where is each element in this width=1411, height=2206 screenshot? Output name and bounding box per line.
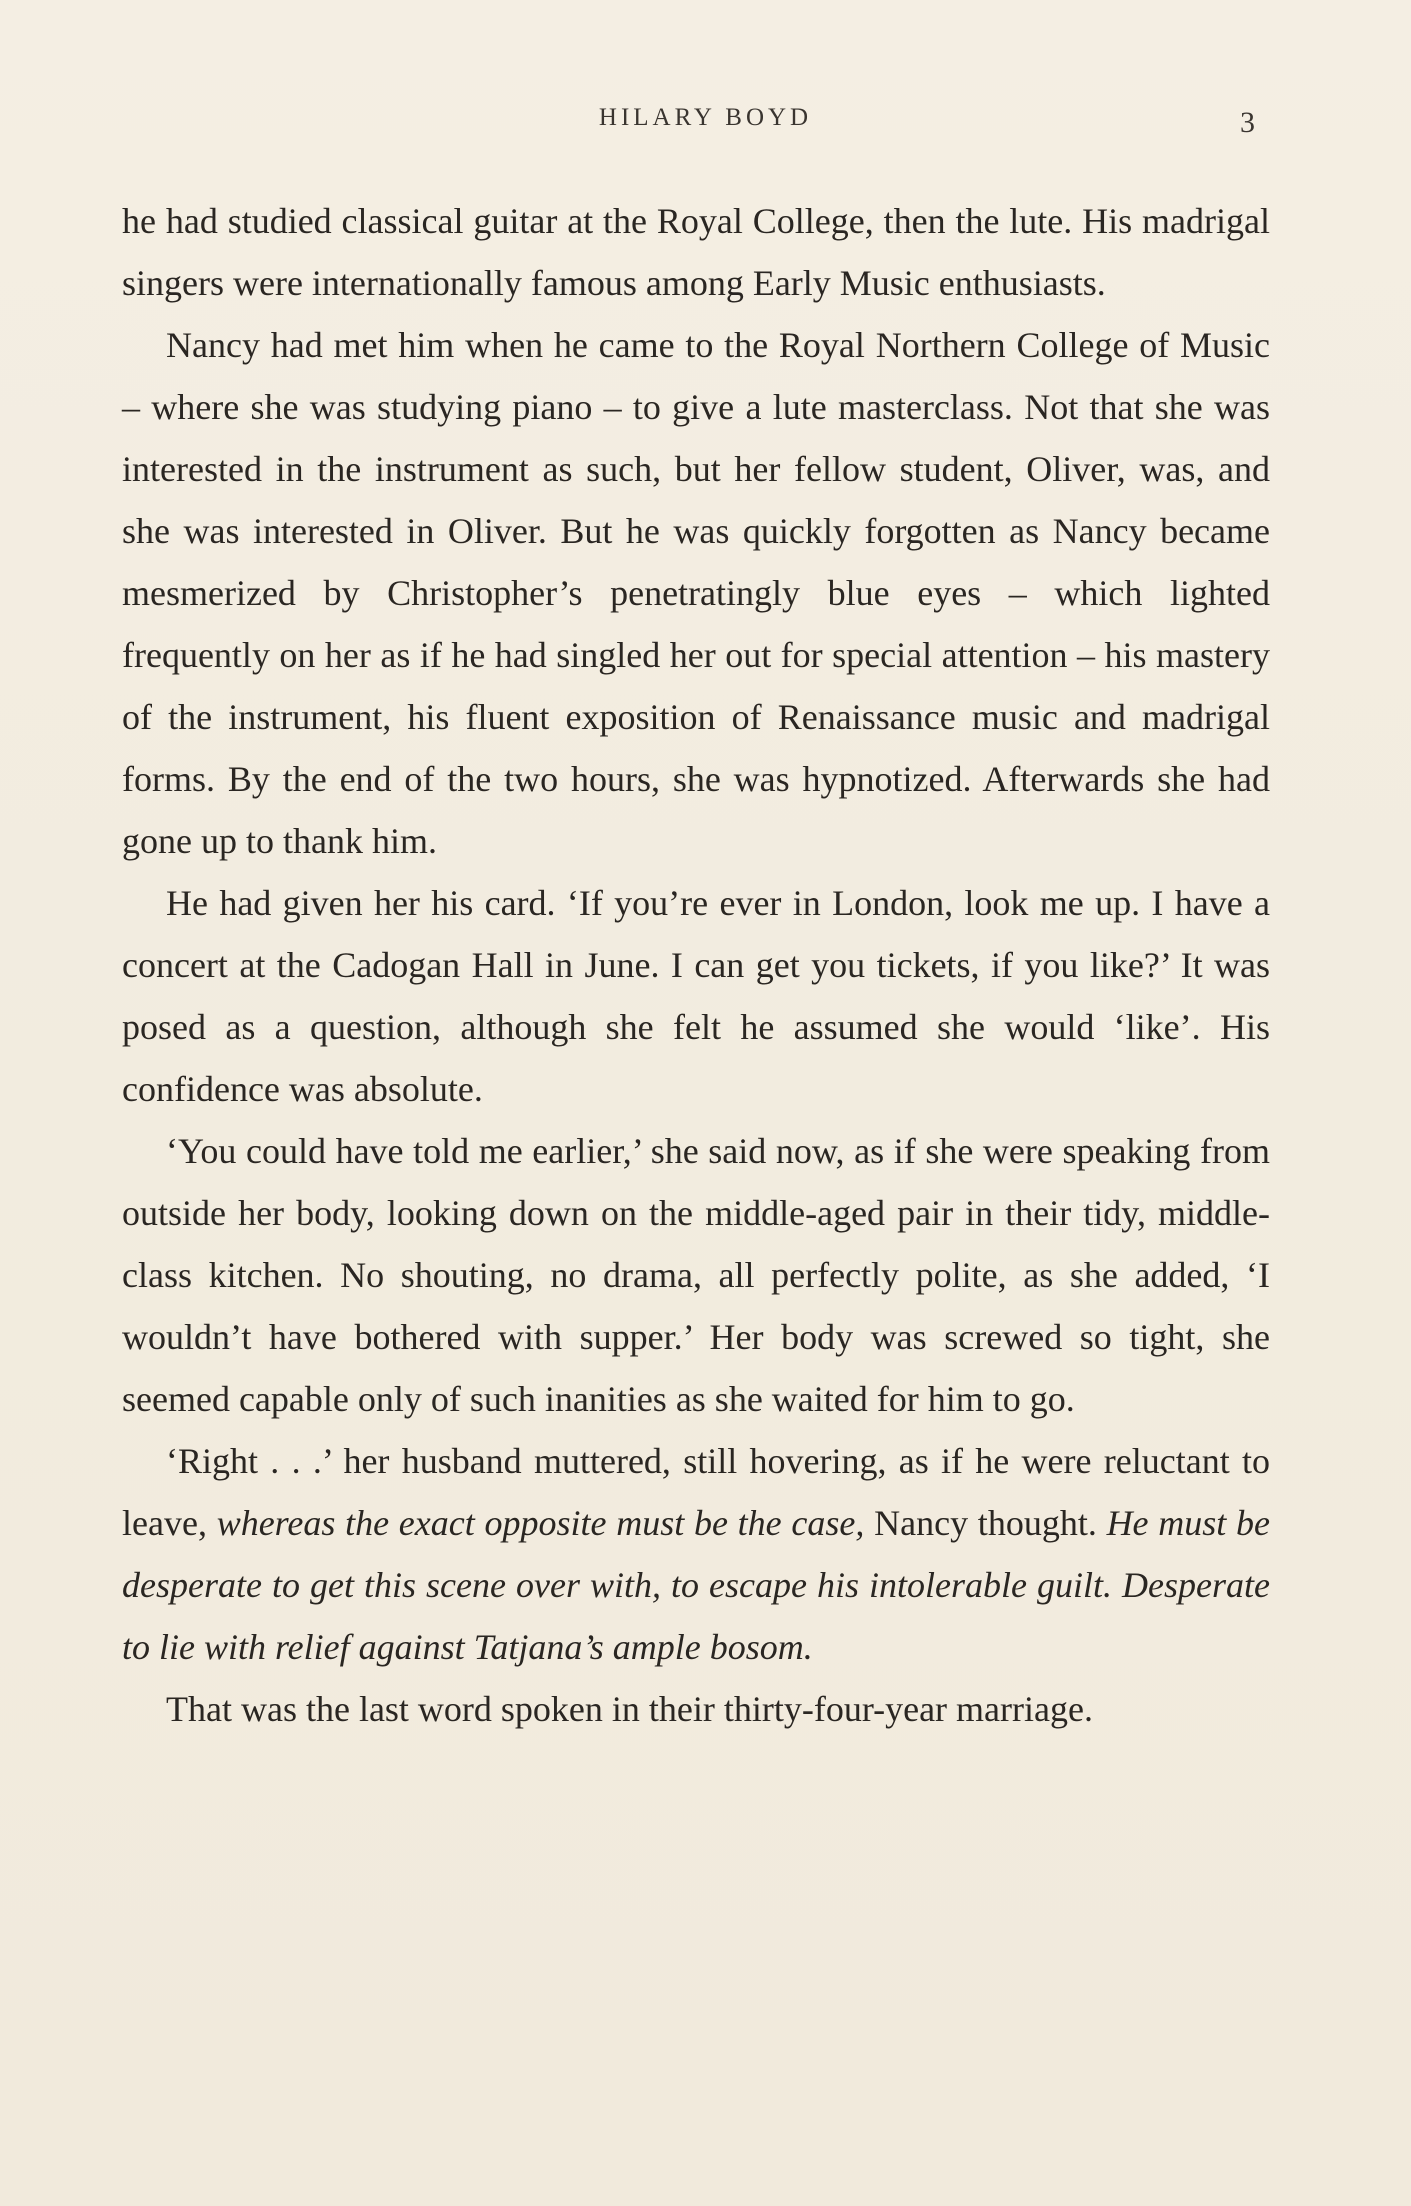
- text-run: ‘Right . . .’ her husband muttered, still hovering, as if he were reluctant to leave,: [122, 1441, 1270, 1543]
- page-number: 3: [1240, 106, 1255, 139]
- text-run: Nancy thought.: [864, 1503, 1107, 1543]
- italic-text: whereas the exact opposite must be the case,: [216, 1503, 865, 1543]
- paragraph: He had given her his card. ‘If you’re ever in London, look me up. I have a concert at the Cadogan Hall in June. I can get you tickets, if you like?’ It was posed as a question, although she felt he assumed she would ‘like’. His confidence was absolute.: [122, 883, 1270, 1109]
- paragraph: That was the last word spoken in their thirty-four-year marriage.: [166, 1689, 1093, 1729]
- paragraph: he had studied classical guitar at the Royal College, then the lute. His madrigal singers were internationally famous among Early Music enthusiasts.: [122, 201, 1270, 303]
- author-name: HILARY BOYD: [598, 104, 813, 131]
- paragraph: [122, 1430, 1270, 1678]
- running-head: [0, 104, 1411, 144]
- italic-text: He must be desperate to get this scene over with, to escape his intolerable guilt. Desperate to lie with relief against Tatjana’s ample bosom.: [122, 1503, 1271, 1667]
- paragraph: Nancy had met him when he came to the Royal Northern College of Music – where she was studying piano – to give a lute masterclass. Not that she was interested in the instrument as such, but her fellow student, Oliver, was, and she was interested in Oliver. But he was quickly forgotten as Nancy became mesmerized by Christopher’s penetratingly blue eyes – which lighted frequently on her as if he had singled her out for special attention – his mastery of the instrument, his fluent exposition of Renaissance music and madrigal forms. By the end of the two hours, she was hypnotized. Afterwards she had gone up to thank him.: [122, 325, 1270, 861]
- body-text: [122, 190, 1270, 1740]
- paragraph: ‘You could have told me earlier,’ she said now, as if she were speaking from outside her body, looking down on the middle-aged pair in their tidy, middle-class kitchen. No shouting, no drama, all perfectly polite, as she added, ‘I wouldn’t have bothered with supper.’ Her body was screwed so tight, she seemed capable only of such inanities as she waited for him to go.: [122, 1131, 1270, 1419]
